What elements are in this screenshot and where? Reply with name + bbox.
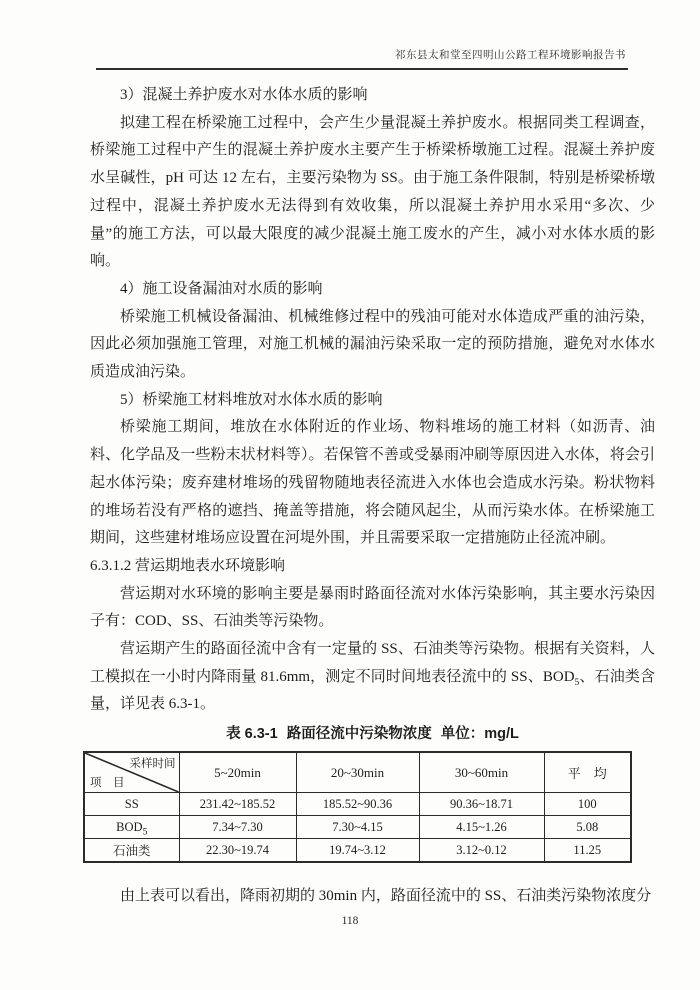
paragraph-conclusion: 由上表可以看出，降雨初期的 30min 内，路面径流中的 SS、石油类污染物浓度分 <box>120 888 652 905</box>
running-header-title: 祁东县太和堂至四明山公路工程环境影响报告书 <box>395 50 626 61</box>
cell-petroleum-average: 11.25 <box>544 839 631 863</box>
corner-label-item: 项 目 <box>90 777 125 790</box>
table-caption-label: 表 6.3-1 <box>226 726 278 743</box>
cell-ss-30-60: 90.36~18.71 <box>419 793 544 816</box>
runoff-pollutant-table <box>83 751 632 863</box>
header-rule <box>96 68 628 70</box>
column-header-20-30min: 20~30min <box>296 752 419 793</box>
column-header-30-60min: 30~60min <box>419 752 544 793</box>
paragraph-runoff-simulation <box>90 636 655 719</box>
cell-ss-average: 100 <box>544 793 631 816</box>
paragraph-oil-leakage: 桥梁施工机械设备漏油、机械维修过程中的残油可能对水体造成严重的油污染，因此必须加强施工管理，对施工机械的漏油污染采取一定的预防措施，避免对水体水质造成油污染。 <box>90 308 655 381</box>
cell-petroleum-20-30: 19.74~3.12 <box>296 839 419 863</box>
cell-ss-5-20: 231.42~185.52 <box>179 793 296 816</box>
column-header-average: 平 均 <box>544 752 631 793</box>
table-caption <box>90 722 655 746</box>
row-label-petroleum: 石油类 <box>84 839 179 863</box>
corner-label-sampling-time: 采样时间 <box>129 758 176 771</box>
cell-bod5-20-30: 7.30~4.15 <box>296 816 419 839</box>
row-label-bod5 <box>84 816 179 839</box>
paragraph-material-stockpile: 桥梁施工期间，堆放在水体附近的作业场、物料堆场的施工材料（如沥青、油料、化学品及一些粉末状材料等）。若保管不善或受暴雨冲刷等原因进入水体，将会引起水体污染；废弃建材堆场的残留物随地表径流进入水体也会造成水污染。粉状物料的堆场若没有严格的遮挡、掩盖等措施，将会随风起尘，从而污染水体。在桥梁施工期间，这些建材堆场应设置在河堤外围，并且需要采取一定措施防止径流冲刷。 <box>90 419 655 547</box>
row-label-ss: SS <box>84 793 179 816</box>
page-body <box>90 82 655 911</box>
table-corner-cell <box>84 752 179 793</box>
table-caption-unit: 单位：mg/L <box>440 726 519 743</box>
table-caption-title: 路面径流中污染物浓度 <box>286 726 432 743</box>
cell-bod5-average: 5.08 <box>544 816 631 839</box>
bod5-label-base: BOD <box>116 819 143 834</box>
table-row-bod5 <box>84 816 631 839</box>
subheading-4: 4）施工设备漏油对水质的影响 <box>120 280 323 297</box>
table-row-petroleum <box>84 839 631 863</box>
runoff-text-part2: 、石油类含量，详见表 6.3-1。 <box>90 668 655 713</box>
subheading-5: 5）桥梁施工材料堆放对水体水质的影响 <box>120 391 383 408</box>
subheading-3: 3）混凝土养护废水对水体水质的影响 <box>120 87 368 103</box>
table-header-row <box>84 752 631 793</box>
paragraph-concrete-curing: 拟建工程在桥梁施工过程中，会产生少量混凝土养护废水。根据同类工程调查，桥梁施工过程中产生的混凝土养护废水主要产生于桥梁桥墩施工过程。混凝土养护废水呈碱性，pH 可达 12 左右，主要污染物为 SS。由于施工条件限制，特别是桥梁桥墩过程中，混凝土养护废水无法得到有效收集，所以混凝土养护用水采用“多次、少量”的施工方法，可以最大限度的减少混凝土施工废水的产生，减小对水体水质的影响。 <box>90 114 655 270</box>
bod5-label-sub: 5 <box>142 827 148 838</box>
cell-petroleum-30-60: 3.12~0.12 <box>419 839 544 863</box>
page-number: 118 <box>341 915 359 927</box>
bod-subscript: 5 <box>574 677 580 688</box>
table-row-ss <box>84 793 631 816</box>
cell-ss-20-30: 185.52~90.36 <box>296 793 419 816</box>
cell-bod5-30-60: 4.15~1.26 <box>419 816 544 839</box>
cell-bod5-5-20: 7.34~7.30 <box>179 816 296 839</box>
section-heading-6312: 6.3.1.2 营运期地表水环境影响 <box>90 557 286 574</box>
paragraph-operation-impact: 营运期对水环境的影响主要是暴雨时路面径流对水体污染影响，其主要水污染因子有：COD、SS、石油类等污染物。 <box>90 585 655 630</box>
cell-petroleum-5-20: 22.30~19.74 <box>179 839 296 863</box>
column-header-5-20min: 5~20min <box>179 752 296 793</box>
runoff-text-part1: 营运期产生的路面径流中含有一定量的 SS、石油类等污染物。根据有关资料，人工模拟在一小时内降雨量 81.6mm，测定不同时间地表径流中的 SS、BOD <box>90 641 655 685</box>
